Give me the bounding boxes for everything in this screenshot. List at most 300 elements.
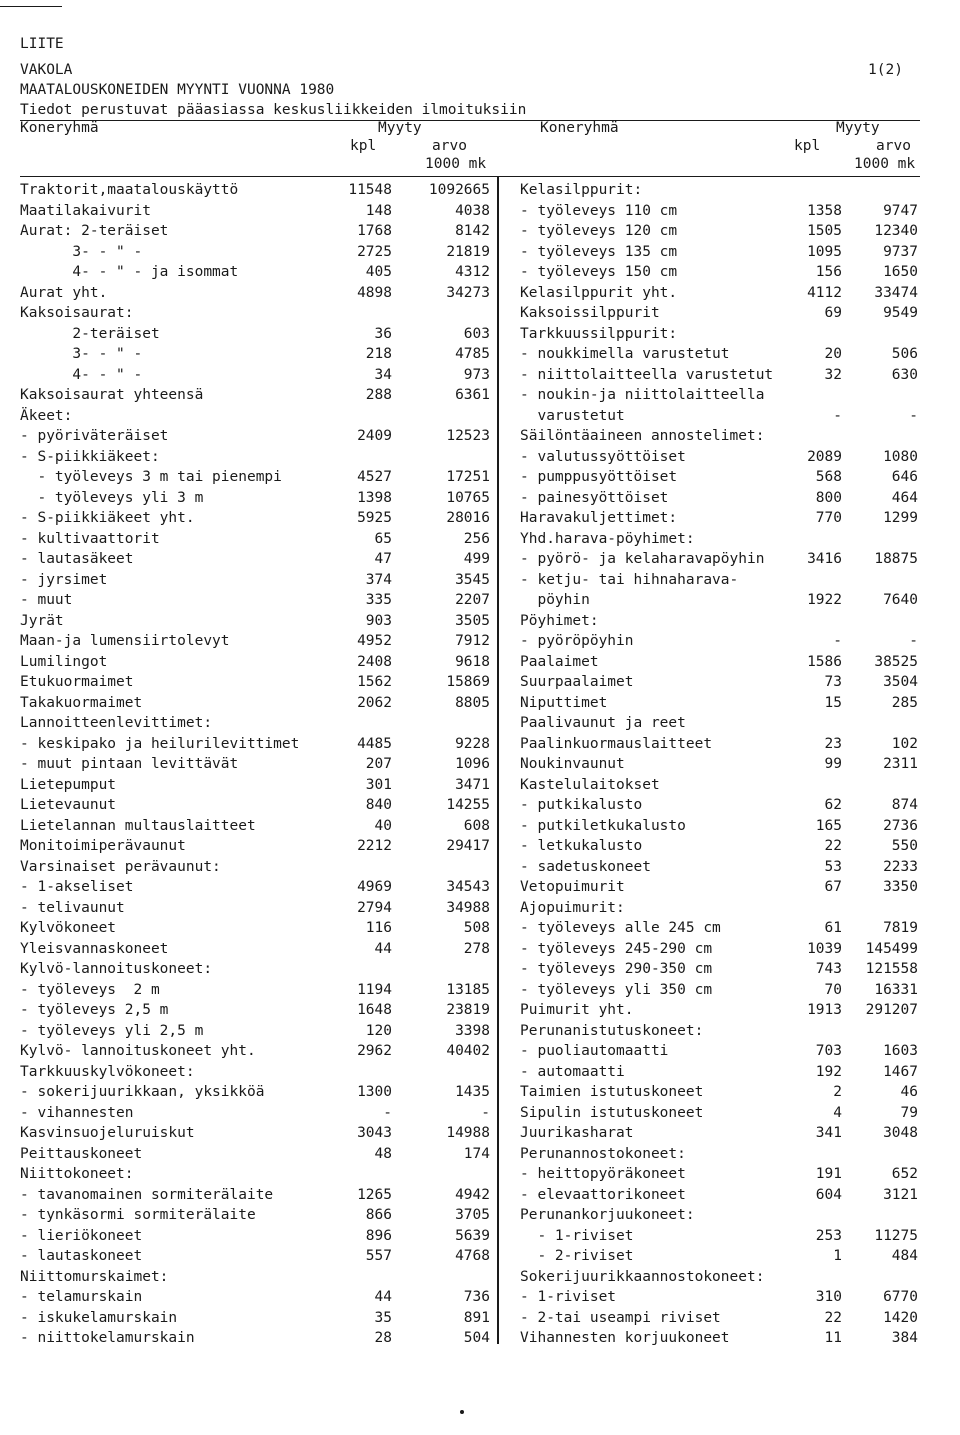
item-label: Lietevaunut — [20, 797, 117, 813]
quantity-cell: 1039 — [807, 940, 842, 957]
value-cell: 145499 — [865, 940, 918, 957]
value-cell: 9737 — [883, 243, 918, 260]
quantity-cell: 2062 — [357, 694, 392, 711]
value-cell: 9747 — [883, 202, 918, 219]
item-label: Paalivaunut ja reet — [520, 715, 686, 731]
table-row — [20, 918, 490, 939]
table-row — [520, 713, 918, 734]
item-label: Haravakuljettimet: — [520, 510, 678, 526]
quantity-cell: 1648 — [357, 1002, 392, 1018]
table-row — [20, 1062, 490, 1083]
table-row — [20, 754, 490, 775]
table-row — [20, 1246, 490, 1267]
quantity-cell: 53 — [824, 858, 842, 875]
quantity-cell: 4952 — [357, 633, 392, 649]
quantity-cell: 896 — [365, 1227, 392, 1244]
table-row — [20, 713, 490, 734]
table-row — [20, 939, 490, 960]
value-cell: 6770 — [883, 1289, 918, 1305]
quantity-cell: 4898 — [357, 284, 392, 301]
value-cell: 13185 — [446, 981, 490, 998]
value-cell: 34273 — [446, 284, 490, 301]
table-row — [520, 734, 918, 755]
item-label: - sokerijuurikkaan, yksikköä — [20, 1084, 265, 1100]
value-cell: 630 — [891, 366, 918, 383]
table-row — [520, 795, 918, 816]
table-row — [520, 1123, 918, 1144]
quantity-cell: 165 — [815, 817, 842, 834]
quantity-cell: 1913 — [807, 1002, 842, 1018]
item-label: Yhd.harava-pöyhimet: — [520, 530, 695, 547]
table-row — [520, 221, 918, 242]
table-row — [20, 529, 490, 550]
item-label: Noukinvaunut — [520, 756, 625, 772]
quantity-cell: 99 — [824, 756, 842, 772]
quantity-cell: 3043 — [357, 1125, 392, 1141]
value-cell: 2233 — [883, 858, 918, 875]
value-cell: 285 — [891, 694, 918, 711]
table-row — [20, 180, 490, 201]
quantity-cell: - — [383, 1104, 392, 1121]
table-row — [20, 959, 490, 980]
scan-dot — [460, 1410, 464, 1414]
value-cell: 1603 — [883, 1043, 918, 1059]
quantity-cell: - — [833, 407, 842, 424]
value-cell: 464 — [891, 489, 918, 506]
table-row — [520, 242, 918, 263]
table-row — [20, 877, 490, 898]
table-row — [520, 385, 918, 406]
item-label: Juurikasharat — [520, 1125, 634, 1141]
table-row — [520, 611, 918, 632]
quantity-cell: 70 — [824, 981, 842, 998]
table-row — [520, 959, 918, 980]
value-cell: 736 — [463, 1289, 490, 1305]
table-row — [20, 775, 490, 796]
column-header-rule — [20, 176, 920, 177]
quantity-cell: 1265 — [357, 1186, 392, 1203]
quantity-cell: 1922 — [807, 592, 842, 608]
table-row — [520, 631, 918, 652]
quantity-cell: 218 — [365, 346, 392, 362]
item-label: Perunanistutuskoneet: — [520, 1022, 704, 1039]
item-label: - muut — [20, 592, 73, 608]
value-cell: 1650 — [883, 264, 918, 280]
value-cell: 6361 — [455, 387, 490, 403]
table-row — [520, 467, 918, 488]
value-cell: 484 — [891, 1248, 918, 1264]
value-cell: 3504 — [883, 674, 918, 690]
quantity-cell: 44 — [374, 940, 392, 957]
quantity-cell: 1358 — [807, 202, 842, 219]
item-label: Puimurit yht. — [520, 1002, 634, 1018]
table-row — [20, 488, 490, 509]
table-row — [520, 303, 918, 324]
item-label: Paalinkuormauslaitteet — [520, 735, 713, 752]
quantity-cell: 703 — [815, 1043, 842, 1059]
value-cell: 46 — [900, 1084, 918, 1100]
value-cell: 4785 — [455, 346, 490, 362]
table-row — [20, 836, 490, 857]
item-label: - jyrsimet — [20, 571, 108, 588]
item-label: - iskukelamurskain — [20, 1309, 178, 1326]
item-label: - valutussyöttöiset — [520, 448, 686, 465]
value-cell: 17251 — [446, 469, 490, 485]
value-cell: - — [909, 633, 918, 649]
item-label: Perunankorjuukoneet: — [520, 1207, 695, 1223]
value-cell: 3705 — [455, 1207, 490, 1223]
value-cell: 2207 — [455, 592, 490, 608]
quantity-cell: 2212 — [357, 838, 392, 854]
item-label: - lautaskoneet — [20, 1248, 143, 1264]
appendix-label: LIITE — [20, 36, 64, 52]
table-row — [20, 857, 490, 878]
item-label: Varsinaiset perävaunut: — [20, 858, 221, 875]
item-label: Lumilingot — [20, 653, 108, 670]
quantity-cell: 1562 — [357, 674, 392, 690]
item-label: - 1-riviset — [520, 1227, 634, 1244]
table-row — [20, 283, 490, 304]
value-cell: 10765 — [446, 489, 490, 506]
value-cell: 28016 — [446, 510, 490, 526]
value-cell: 121558 — [865, 961, 918, 977]
table-row — [520, 816, 918, 837]
quantity-cell: 800 — [815, 489, 842, 506]
quantity-cell: 34 — [374, 366, 392, 383]
table-row — [520, 1000, 918, 1021]
quantity-cell: 1 — [833, 1248, 842, 1264]
table-row — [520, 877, 918, 898]
quantity-cell: 32 — [824, 366, 842, 383]
value-cell: 15869 — [446, 674, 490, 690]
table-row — [520, 1287, 918, 1308]
table-row — [520, 1082, 918, 1103]
item-label: Tarkkuuskylvökoneet: — [20, 1063, 195, 1080]
item-label: Perunannostokoneet: — [520, 1145, 686, 1162]
item-label: Suurpaalaimet — [520, 674, 634, 690]
table-row — [520, 1267, 918, 1288]
item-label: - niittokelamurskain — [20, 1330, 195, 1346]
value-cell: 291207 — [865, 1002, 918, 1018]
quantity-cell: 67 — [824, 879, 842, 895]
quantity-cell: - — [833, 633, 842, 649]
table-row — [20, 1021, 490, 1042]
item-label: - työleveys 150 cm — [520, 264, 678, 280]
item-label: - S-piikkiäkeet yht. — [20, 510, 195, 526]
value-cell: 38525 — [874, 653, 918, 670]
table-row — [20, 795, 490, 816]
item-label: Vetopuimurit — [520, 879, 625, 895]
value-cell: 16331 — [874, 981, 918, 998]
organization-name: VAKOLA — [20, 62, 73, 78]
table-row — [20, 1144, 490, 1165]
right-unit-heading: 1000 mk — [854, 156, 916, 172]
quantity-cell: 4112 — [807, 284, 842, 301]
value-cell: 4768 — [455, 1248, 490, 1264]
table-row — [520, 1308, 918, 1329]
item-label: - kultivaattorit — [20, 530, 160, 547]
left-group-heading: Koneryhmä — [20, 120, 99, 136]
value-cell: 40402 — [446, 1043, 490, 1059]
item-label: - 1-akseliset — [20, 879, 134, 895]
value-cell: 7640 — [883, 592, 918, 608]
table-row — [520, 652, 918, 673]
left-sales-heading: Myyty — [378, 120, 422, 136]
quantity-cell: 69 — [824, 305, 842, 321]
table-row — [20, 303, 490, 324]
table-row — [20, 365, 490, 386]
table-row — [20, 447, 490, 468]
table-row — [520, 693, 918, 714]
quantity-cell: 44 — [374, 1289, 392, 1305]
value-cell: 499 — [463, 551, 490, 567]
value-cell: 2736 — [883, 817, 918, 834]
item-label: varustetut — [520, 407, 625, 424]
item-label: - työleveys 245-290 cm — [520, 940, 713, 957]
item-label: Niittomurskaimet: — [20, 1268, 169, 1285]
quantity-cell: 65 — [374, 530, 392, 547]
value-cell: 7912 — [455, 633, 490, 649]
item-label: 3- - " - — [20, 346, 143, 362]
value-cell: 1096 — [455, 756, 490, 772]
table-row — [520, 426, 918, 447]
quantity-cell: 866 — [365, 1207, 392, 1223]
item-label: - työleveys 290-350 cm — [520, 961, 713, 977]
table-row — [520, 590, 918, 611]
table-row — [20, 693, 490, 714]
item-label: Kylvö- lannoituskoneet yht. — [20, 1043, 256, 1059]
value-cell: 3350 — [883, 879, 918, 895]
quantity-cell: 1398 — [357, 489, 392, 506]
quantity-cell: 22 — [824, 1309, 842, 1326]
item-label: 2-teräiset — [20, 325, 160, 342]
item-label: Takakuormaimet — [20, 694, 143, 711]
quantity-cell: 15 — [824, 694, 842, 711]
item-label: Peittauskoneet — [20, 1145, 143, 1162]
item-label: Monitoimiperävaunut — [20, 838, 186, 854]
value-cell: 652 — [891, 1166, 918, 1182]
item-label: - telivaunut — [20, 899, 125, 916]
item-label: - tavanomainen sormiterälaite — [20, 1186, 274, 1203]
quantity-cell: 40 — [374, 817, 392, 834]
item-label: Pöyhimet: — [520, 612, 599, 629]
item-label: Yleisvannaskoneet — [20, 940, 169, 957]
item-label: Kylvökoneet — [20, 920, 117, 936]
table-row — [20, 816, 490, 837]
table-row — [520, 1062, 918, 1083]
item-label: - työleveys 120 cm — [520, 223, 678, 239]
quantity-cell: 47 — [374, 551, 392, 567]
item-label: Traktorit,maatalouskäyttö — [20, 182, 239, 198]
table-row — [20, 1123, 490, 1144]
item-label: - noukin-ja niittolaitteella — [520, 387, 765, 403]
item-label: - putkiletkukalusto — [520, 817, 686, 834]
item-label: - 2-riviset — [520, 1248, 634, 1264]
table-row — [20, 344, 490, 365]
table-row — [520, 324, 918, 345]
quantity-cell: 2408 — [357, 653, 392, 670]
item-label: - putkikalusto — [520, 797, 643, 813]
item-label: - työleveys 2 m — [20, 981, 160, 998]
quantity-cell: 1095 — [807, 243, 842, 260]
item-label: - pyöröpöyhin — [520, 633, 634, 649]
quantity-cell: 2409 — [357, 428, 392, 444]
value-cell: 508 — [463, 920, 490, 936]
table-row — [520, 1164, 918, 1185]
value-cell: 23819 — [446, 1002, 490, 1018]
item-label: - työleveys yli 3 m — [20, 489, 204, 506]
document-title: MAATALOUSKONEIDEN MYYNTI VUONNA 1980 — [20, 82, 335, 98]
item-label: - pyörö- ja kelaharavapöyhin — [520, 551, 765, 567]
table-row — [20, 672, 490, 693]
item-label: Etukuormaimet — [20, 674, 134, 690]
value-cell: 874 — [891, 797, 918, 813]
value-cell: 2311 — [883, 756, 918, 772]
table-row — [520, 570, 918, 591]
item-label: Säilöntäaineen annostelimet: — [520, 428, 765, 444]
item-label: Kelasilppurit: — [520, 182, 643, 198]
value-cell: 1299 — [883, 510, 918, 526]
quantity-cell: 61 — [824, 920, 842, 936]
value-cell: 646 — [891, 469, 918, 485]
item-label: - työleveys 3 m tai pienempi — [20, 469, 282, 485]
table-row — [20, 1164, 490, 1185]
item-label: Aurat yht. — [20, 284, 108, 301]
value-cell: 504 — [463, 1330, 490, 1346]
value-cell: 14255 — [446, 797, 490, 813]
item-label: 4- - " - — [20, 366, 143, 383]
item-label: - noukkimella varustetut — [520, 346, 730, 362]
quantity-cell: 604 — [815, 1186, 842, 1203]
table-row — [20, 549, 490, 570]
quantity-cell: 2962 — [357, 1043, 392, 1059]
table-row — [520, 1103, 918, 1124]
value-cell: 506 — [891, 346, 918, 362]
table-row — [520, 1021, 918, 1042]
table-row — [20, 652, 490, 673]
value-cell: 1080 — [883, 448, 918, 465]
table-row — [20, 1103, 490, 1124]
item-label: - tynkäsormi sormiterälaite — [20, 1207, 256, 1223]
table-row — [20, 631, 490, 652]
item-label: - puoliautomaatti — [520, 1043, 669, 1059]
item-label: - työleveys alle 245 cm — [520, 920, 721, 936]
quantity-cell: 73 — [824, 674, 842, 690]
item-label: Paalaimet — [520, 653, 599, 670]
table-row — [20, 508, 490, 529]
value-cell: 174 — [463, 1145, 490, 1162]
value-cell: 3121 — [883, 1186, 918, 1203]
value-cell: 21819 — [446, 243, 490, 260]
item-label: - muut pintaan levittävät — [20, 756, 239, 772]
table-row — [20, 734, 490, 755]
quantity-cell: 4969 — [357, 879, 392, 895]
value-cell: 608 — [463, 817, 490, 834]
value-cell: 18875 — [874, 551, 918, 567]
quantity-cell: 156 — [815, 264, 842, 280]
value-cell: 1467 — [883, 1063, 918, 1080]
table-row — [20, 1287, 490, 1308]
table-row — [520, 447, 918, 468]
item-label: - niittolaitteella varustetut — [520, 366, 774, 383]
table-row — [20, 467, 490, 488]
table-row — [20, 570, 490, 591]
item-label: - elevaattorikoneet — [520, 1186, 686, 1203]
table-row — [20, 1041, 490, 1062]
table-row — [520, 836, 918, 857]
quantity-cell: 2794 — [357, 899, 392, 916]
quantity-cell: 2725 — [357, 243, 392, 260]
top-left-rule — [0, 6, 62, 7]
item-label: - työleveys 110 cm — [520, 202, 678, 219]
table-row — [520, 1144, 918, 1165]
right-kpl-heading: kpl — [794, 138, 821, 154]
item-label: Kylvö-lannoituskoneet: — [20, 961, 213, 977]
quantity-cell: 28 — [374, 1330, 392, 1346]
table-row — [520, 549, 918, 570]
table-row — [520, 1328, 918, 1349]
table-row — [520, 1246, 918, 1267]
item-label: Sipulin istutuskoneet — [520, 1104, 704, 1121]
quantity-cell: 4 — [833, 1104, 842, 1121]
quantity-cell: 1194 — [357, 981, 392, 998]
table-row — [520, 1205, 918, 1226]
item-label: - työleveys yli 350 cm — [520, 981, 713, 998]
table-row — [520, 1041, 918, 1062]
item-label: - 2-tai useampi riviset — [520, 1309, 721, 1326]
table-row — [20, 426, 490, 447]
table-row — [520, 508, 918, 529]
value-cell: 973 — [463, 366, 490, 383]
value-cell: 1092665 — [428, 182, 490, 198]
item-label: Maan-ja lumensiirtolevyt — [20, 633, 230, 649]
right-group-heading: Koneryhmä — [540, 120, 619, 136]
value-cell: 384 — [891, 1330, 918, 1346]
value-cell: 34543 — [446, 879, 490, 895]
table-row — [20, 1328, 490, 1349]
item-label: - sadetuskoneet — [520, 858, 651, 875]
quantity-cell: 743 — [815, 961, 842, 977]
item-label: - työleveys yli 2,5 m — [20, 1022, 204, 1039]
item-label: - telamurskain — [20, 1289, 143, 1305]
quantity-cell: 2089 — [807, 448, 842, 465]
value-cell: 11275 — [874, 1227, 918, 1244]
item-label: Kaksoissilppurit — [520, 305, 660, 321]
quantity-cell: 192 — [815, 1063, 842, 1080]
item-label: - työleveys 2,5 m — [20, 1002, 169, 1018]
table-row — [520, 365, 918, 386]
table-row — [520, 1185, 918, 1206]
left-unit-heading: 1000 mk — [425, 156, 487, 172]
item-label: - 1-riviset — [520, 1289, 617, 1305]
item-label: - heittopyöräkoneet — [520, 1166, 686, 1182]
quantity-cell: 310 — [815, 1289, 842, 1305]
quantity-cell: 1768 — [357, 223, 392, 239]
value-cell: 3505 — [455, 612, 490, 629]
value-cell: 3048 — [883, 1125, 918, 1141]
quantity-cell: 341 — [815, 1125, 842, 1141]
value-cell: 102 — [891, 735, 918, 752]
table-row — [20, 385, 490, 406]
value-cell: 256 — [463, 530, 490, 547]
item-label: - automaatti — [520, 1063, 625, 1080]
quantity-cell: 48 — [374, 1145, 392, 1162]
value-cell: 3545 — [455, 571, 490, 588]
table-row — [20, 1308, 490, 1329]
item-label: Jyrät — [20, 612, 64, 629]
item-label: 4- - " - ja isommat — [20, 264, 239, 280]
table-row — [20, 201, 490, 222]
